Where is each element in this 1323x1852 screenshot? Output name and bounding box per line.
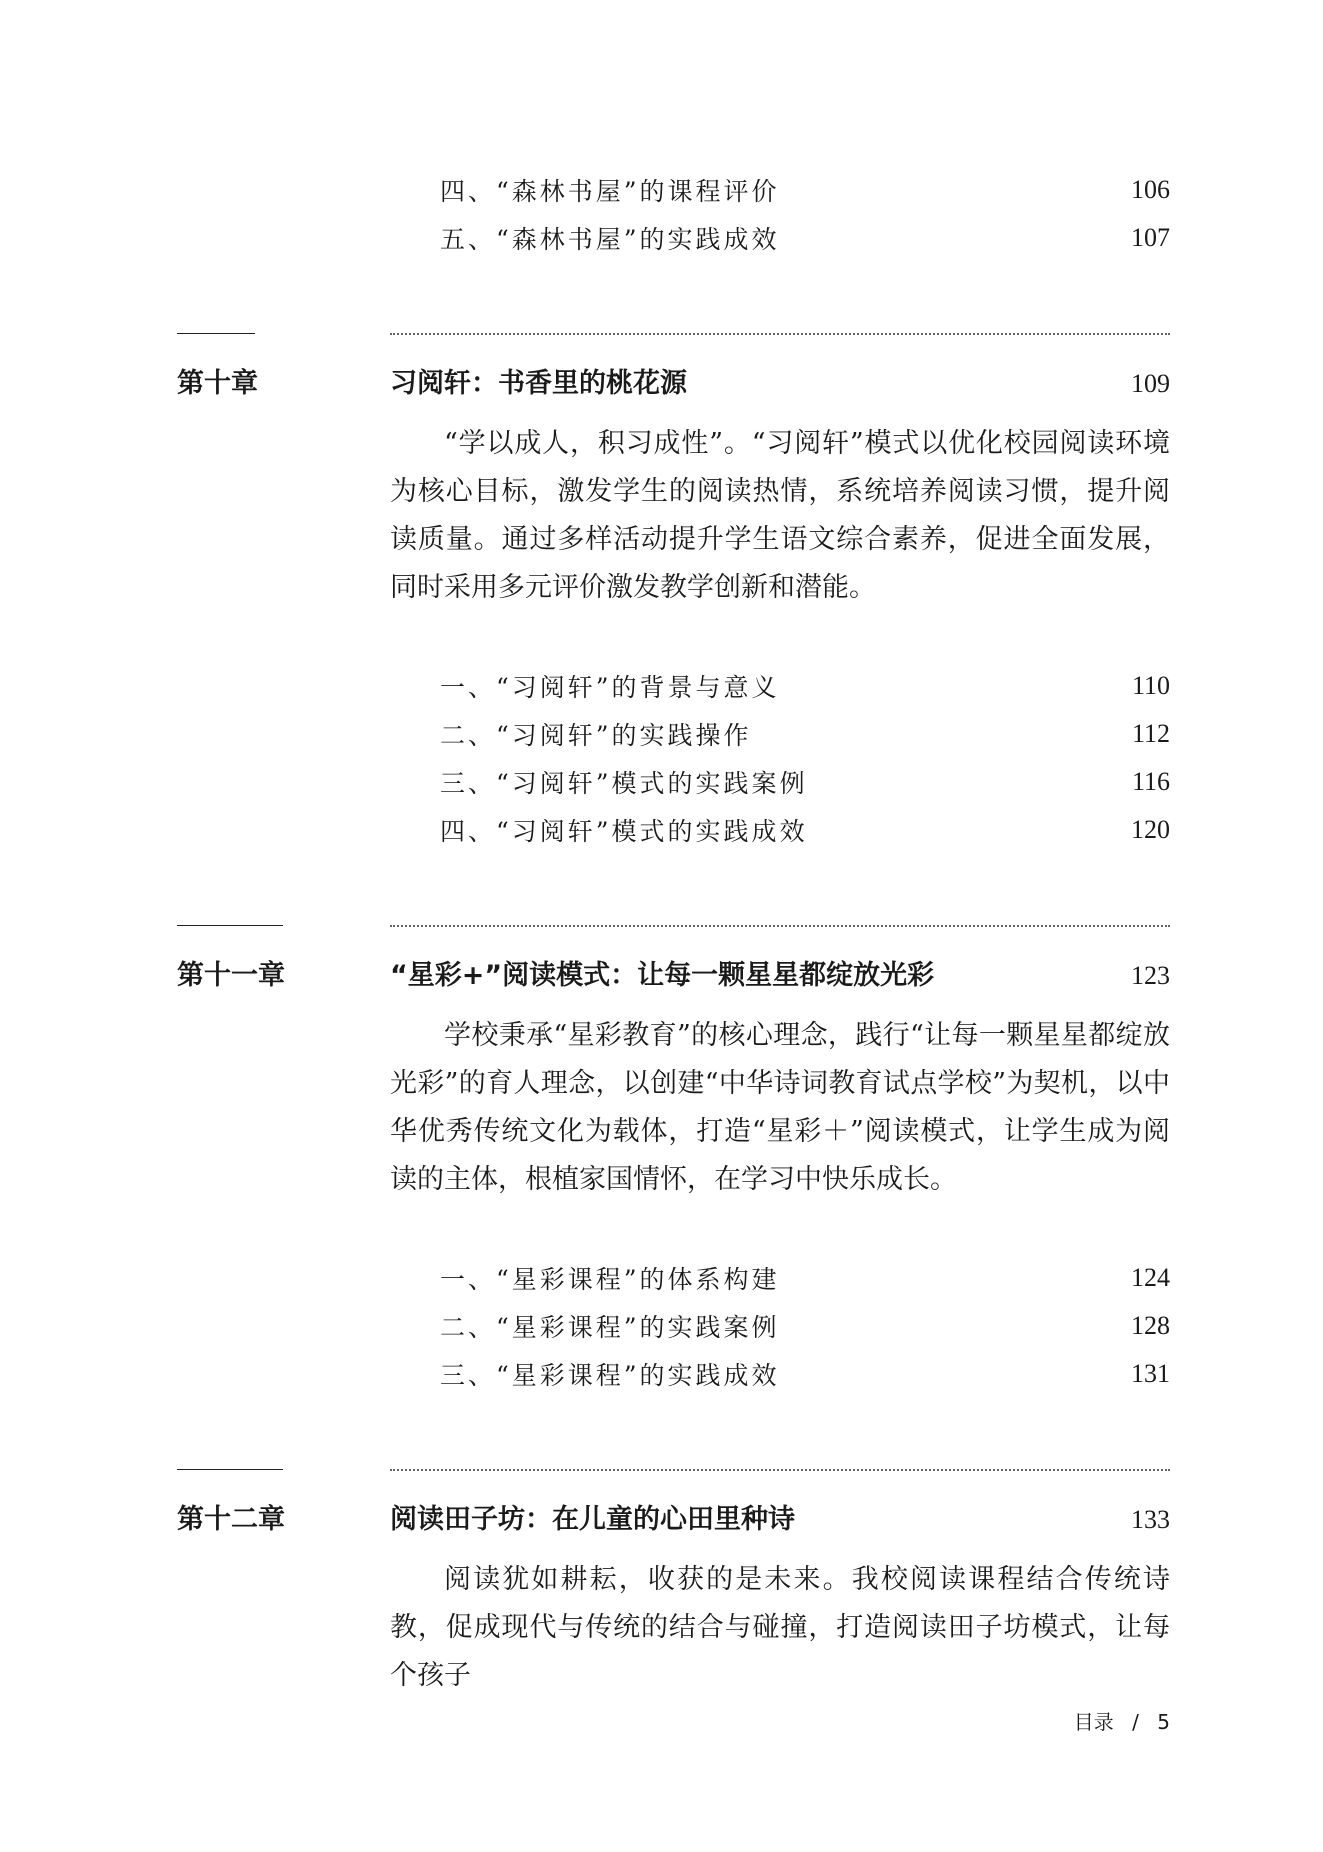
toc-entry[interactable] — [440, 762, 1170, 802]
chapter-divider-short — [177, 1469, 283, 1470]
toc-entry[interactable] — [440, 810, 1170, 850]
toc-entry[interactable] — [440, 1354, 1170, 1394]
toc-entry-page: 116 — [1131, 767, 1170, 796]
chapter-title[interactable]: 习阅轩：书香里的桃花源 — [390, 368, 687, 399]
chapter-title[interactable]: “星彩+”阅读模式：让每一颗星星都绽放光彩 — [390, 960, 935, 991]
footer-separator: / — [1132, 1710, 1139, 1734]
footer-section: 目录 — [1073, 1710, 1114, 1734]
toc-entry-page: 131 — [1131, 1359, 1170, 1388]
page-footer — [1074, 1706, 1170, 1735]
toc-entry-page: 128 — [1131, 1311, 1170, 1340]
chapter-page: 123 — [1131, 961, 1170, 990]
toc-entry[interactable] — [440, 218, 1170, 258]
chapter-divider-dotted — [390, 333, 1170, 335]
chapter-divider-dotted — [390, 925, 1170, 927]
toc-entry[interactable] — [440, 170, 1170, 210]
toc-entry-page: 106 — [1131, 175, 1170, 204]
chapter-divider-short — [177, 333, 255, 334]
toc-entry-title: 四、“森林书屋”的课程评价 — [440, 177, 780, 206]
toc-entry-page: 120 — [1131, 815, 1170, 844]
chapter-divider-short — [177, 925, 283, 926]
toc-entry[interactable] — [440, 1306, 1170, 1346]
toc-entry-page: 124 — [1131, 1263, 1170, 1292]
chapter-label: 第十二章 — [177, 1504, 285, 1535]
chapter-description: 学校秉承“星彩教育”的核心理念，践行“让每一颗星星都绽放光彩”的育人理念，以创建“中华诗词教育试点学校”为契机，以中华优秀传统文化为载体，打造“星彩＋”阅读模式，让学生成为阅读的主体，根植家国情怀，在学习中快乐成长。 — [390, 1020, 1170, 1195]
toc-entry[interactable] — [440, 1258, 1170, 1298]
chapter-label: 第十章 — [177, 368, 258, 399]
toc-entry-title: 三、“星彩课程”的实践成效 — [440, 1361, 780, 1390]
chapter-page: 133 — [1131, 1505, 1170, 1534]
toc-entry-title: 三、“习阅轩”模式的实践案例 — [440, 769, 808, 798]
chapter-description: “学以成人，积习成性”。“习阅轩”模式以优化校园阅读环境为核心目标，激发学生的阅读热情，系统培养阅读习惯，提升阅读质量。通过多样活动提升学生语文综合素养，促进全面发展，同时采用多元评价激发教学创新和潜能。 — [390, 428, 1170, 603]
toc-entry[interactable] — [440, 666, 1170, 706]
toc-entry-title: 二、“习阅轩”的实践操作 — [440, 721, 752, 750]
chapter-description: 阅读犹如耕耘，收获的是未来。我校阅读课程结合传统诗教，促成现代与传统的结合与碰撞，打造阅读田子坊模式，让每个孩子 — [390, 1564, 1170, 1691]
footer-page-number: 5 — [1157, 1710, 1170, 1734]
toc-entry[interactable] — [440, 714, 1170, 754]
toc-entry-title: 一、“星彩课程”的体系构建 — [440, 1265, 780, 1294]
toc-entry-title: 五、“森林书屋”的实践成效 — [440, 225, 780, 254]
chapter-divider-dotted — [390, 1469, 1170, 1471]
toc-entry-page: 110 — [1131, 671, 1170, 700]
chapter-title[interactable]: 阅读田子坊：在儿童的心田里种诗 — [390, 1504, 795, 1535]
toc-entry-title: 二、“星彩课程”的实践案例 — [440, 1313, 780, 1342]
toc-entry-title: 四、“习阅轩”模式的实践成效 — [440, 817, 808, 846]
toc-entry-page: 112 — [1131, 719, 1170, 748]
toc-entry-title: 一、“习阅轩”的背景与意义 — [440, 673, 780, 702]
chapter-label: 第十一章 — [177, 960, 285, 991]
chapter-page: 109 — [1131, 369, 1170, 398]
toc-entry-page: 107 — [1131, 223, 1170, 252]
